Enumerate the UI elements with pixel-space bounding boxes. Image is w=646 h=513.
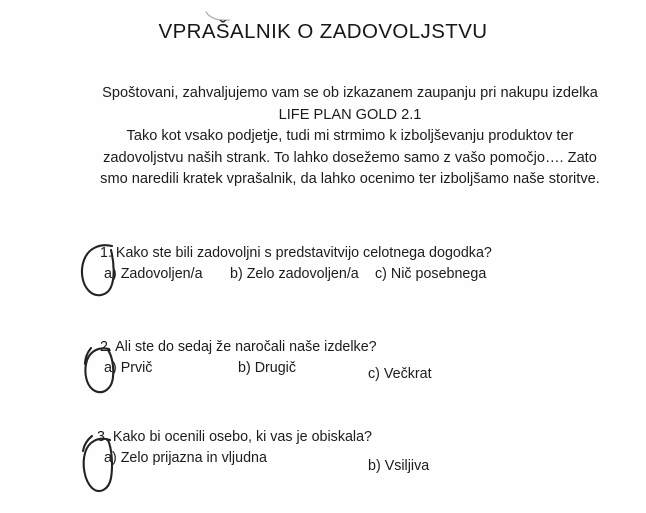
question-1-option-b-label: b)	[230, 266, 247, 282]
question-1-number: 1.	[100, 245, 112, 261]
intro-line-5: smo naredili kratek vprašalnik, da lahko ocenimo ter izboljšamo naše storitve.	[100, 171, 600, 187]
intro-line-4: zadovoljstvu naših strank. To lahko dosežemo samo z vašo pomočjo…. Zato	[103, 149, 597, 166]
question-2-option-b[interactable]	[238, 360, 296, 376]
question-2-number: 2.	[100, 339, 112, 355]
question-1-option-a[interactable]	[104, 266, 203, 282]
question-3-options	[0, 450, 646, 472]
question-3-option-a-label: a)	[104, 450, 121, 466]
question-1-option-b-text: Zelo zadovoljen/a	[246, 266, 359, 282]
question-2-option-b-text: Drugič	[254, 360, 297, 376]
question-2-option-c-label: c)	[368, 366, 384, 382]
page-title: VPRAŠALNIK O ZADOVOLJSTVU	[158, 20, 488, 43]
question-3-number: 3.	[97, 429, 109, 445]
question-3-option-b[interactable]	[368, 458, 429, 474]
question-2-option-b-label: b)	[238, 360, 255, 376]
question-1-option-a-text: Zadovoljen/a	[120, 266, 203, 282]
question-3-option-a[interactable]	[104, 450, 267, 466]
question-2-option-a[interactable]	[104, 360, 152, 376]
question-2-heading	[100, 339, 377, 355]
question-2-option-c[interactable]	[368, 366, 432, 382]
question-1-option-b[interactable]	[230, 266, 359, 282]
question-1-option-c-text: Nič posebnega	[390, 266, 487, 282]
question-2-option-a-text: Prvič	[120, 360, 153, 376]
intro-line-1: Spoštovani, zahvaljujemo vam se ob izkazanem zaupanju pri nakupu izdelka	[102, 85, 598, 101]
question-3-text: Kako bi ocenili osebo, ki vas je obiskala?	[112, 429, 373, 445]
intro-paragraph	[95, 83, 605, 191]
question-2-option-a-label: a)	[104, 360, 121, 376]
question-2-text: Ali ste do sedaj že naročali naše izdelke?	[115, 339, 377, 355]
question-3-option-b-label: b)	[368, 458, 385, 474]
question-3-option-b-text: Vsiljiva	[384, 458, 430, 474]
question-1-option-c[interactable]	[375, 266, 486, 282]
question-1-text: Kako ste bili zadovoljni s predstavitvijo celotnega dogodka?	[115, 245, 492, 261]
intro-product-name: LIFE PLAN GOLD 2.1	[278, 106, 422, 123]
question-1-heading	[100, 245, 492, 261]
question-1-option-c-label: c)	[375, 266, 391, 282]
question-3-option-a-text: Zelo prijazna in vljudna	[120, 450, 267, 466]
question-1-options	[0, 266, 646, 288]
intro-line-3: Tako kot vsako podjetje, tudi mi strmimo k izboljševanju produktov ter	[126, 128, 574, 144]
question-2-options	[0, 360, 646, 382]
question-2-option-c-text: Večkrat	[383, 366, 432, 382]
question-1-option-a-label: a)	[104, 266, 121, 282]
question-3-heading	[97, 429, 372, 445]
